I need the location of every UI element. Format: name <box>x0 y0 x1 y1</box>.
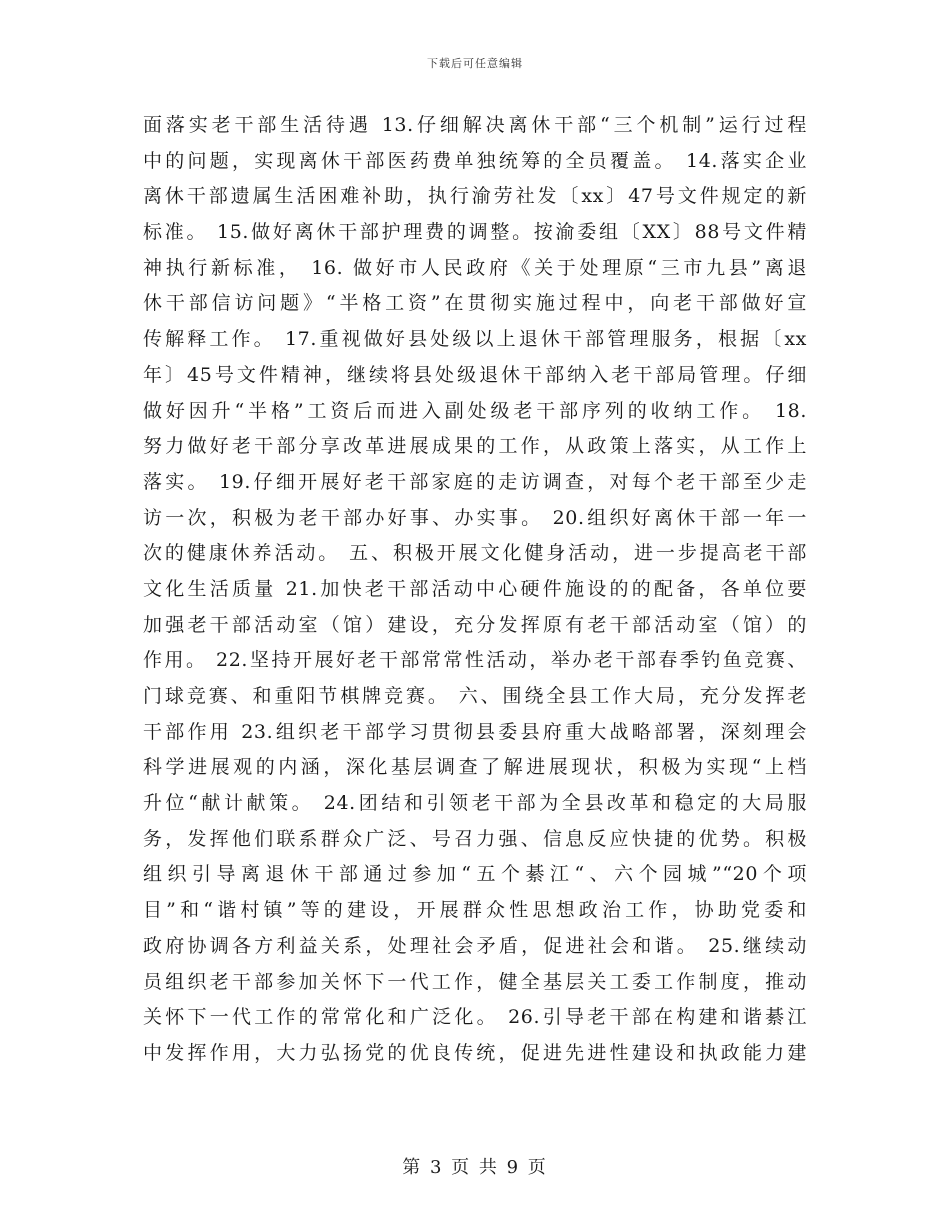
text-line: 政府协调各方利益关系，处理社会矛盾，促进社会和谐。 25.继续动 <box>143 934 807 957</box>
text-line: 组织引导离退休干部通过参加“五个綦江“、六个园城”“20个项 <box>143 863 807 886</box>
text-line: 加强老干部活动室（馆）建设，充分发挥原有老干部活动室（馆）的 <box>143 613 807 636</box>
document-body <box>143 108 807 1072</box>
text-line: 文化生活质量 21.加快老干部活动中心硬件施设的的配备，各单位要 <box>143 577 807 600</box>
text-line: 神执行新标准， 16. 做好市人民政府《关于处理原“三市九县”离退 <box>143 256 807 279</box>
text-line: 休干部信访问题》“半格工资”在贯彻实施过程中，向老干部做好宣 <box>143 292 807 315</box>
text-line: 务，发挥他们联系群众广泛、号召力强、信息反应快捷的优势。积极 <box>143 827 807 850</box>
text-line: 做好因升“半格”工资后而进入副处级老干部序列的收纳工作。 18. <box>143 399 807 422</box>
text-line: 面落实老干部生活待遇 13.仔细解决离休干部“三个机制”运行过程 <box>143 114 807 136</box>
text-line: 标准。 15.做好离休干部护理费的调整。按渝委组〔XX〕88号文件精 <box>143 221 807 244</box>
text-line: 离休干部遗属生活困难补助，执行渝劳社发〔xx〕47号文件规定的新 <box>143 185 807 208</box>
text-line: 作用。 22.坚持开展好老干部常常性活动，举办老干部春季钓鱼竞赛、 <box>143 649 807 672</box>
text-line: 中的问题，实现离休干部医药费单独统筹的全员覆盖。 14.落实企业 <box>143 149 807 172</box>
text-line: 访一次，积极为老干部办好事、办实事。 20.组织好离休干部一年一 <box>143 506 807 529</box>
page-number-footer: 第 3 页 共 9 页 <box>402 1157 548 1178</box>
text-line: 传解释工作。 17.重视做好县处级以上退休干部管理服务，根据〔xx <box>143 328 807 351</box>
text-line: 落实。 19.仔细开展好老干部家庭的走访调查，对每个老干部至少走 <box>143 470 807 493</box>
text-line: 努力做好老干部分享改革进展成果的工作，从政策上落实，从工作上 <box>143 435 807 458</box>
text-line: 升位“献计献策。 24.团结和引领老干部为全县改革和稳定的大局服 <box>143 792 807 815</box>
text-line: 员组织老干部参加关怀下一代工作，健全基层关工委工作制度，推动 <box>143 970 807 993</box>
text-line: 次的健康休养活动。 五、积极开展文化健身活动，进一步提高老干部 <box>143 542 807 565</box>
text-line: 门球竞赛、和重阳节棋牌竞赛。 六、围绕全县工作大局，充分发挥老 <box>143 685 807 707</box>
text-line: 目”和“谐村镇”等的建设，开展群众性思想政治工作，协助党委和 <box>143 899 807 922</box>
text-line: 干部作用 23.组织老干部学习贯彻县委县府重大战略部署，深刻理会 <box>143 720 807 743</box>
text-line: 中发挥作用，大力弘扬党的优良传统，促进先进性建设和执政能力建 <box>143 1041 807 1064</box>
text-line: 关怀下一代工作的常常化和广泛化。 26.引导老干部在构建和谐綦江 <box>143 1006 807 1029</box>
text-line: 科学进展观的内涵，深化基层调查了解进展现状，积极为实现“上档 <box>143 756 807 779</box>
page-header: 下载后可任意编辑 <box>427 57 523 70</box>
text-line: 年〕45号文件精神，继续将县处级退休干部纳入老干部局管理。仔细 <box>143 363 807 386</box>
